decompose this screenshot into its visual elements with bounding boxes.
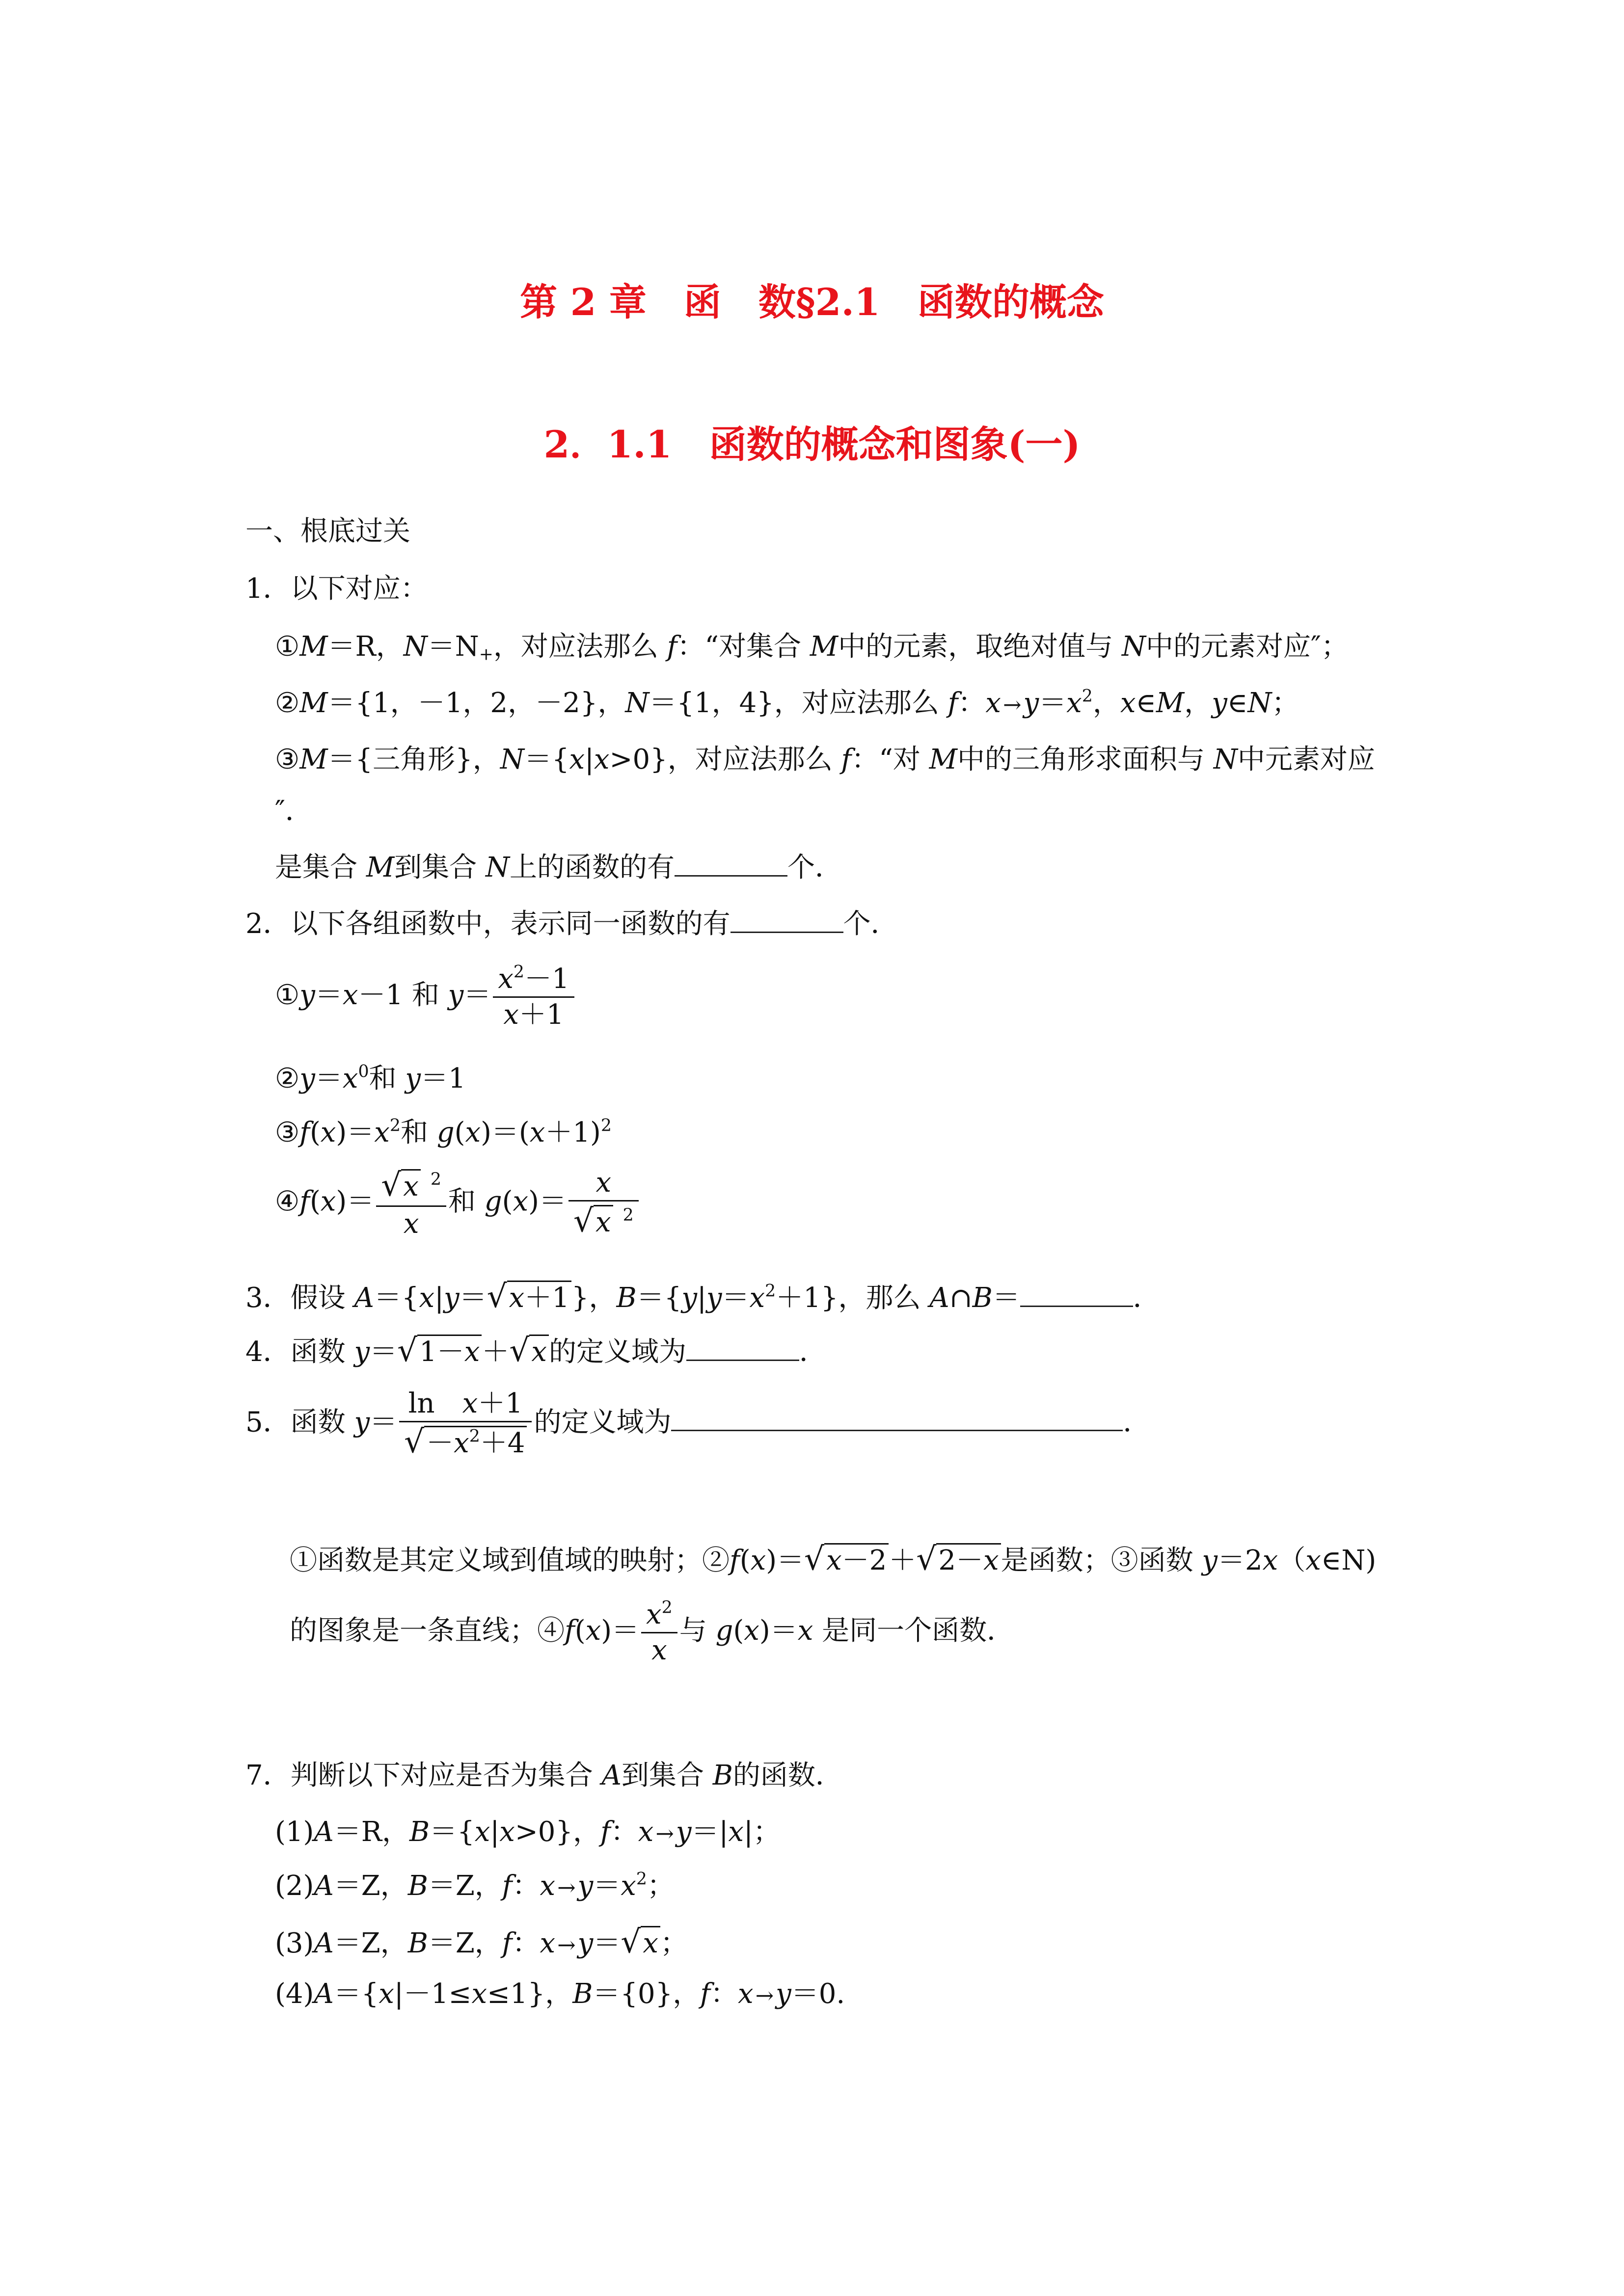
fraction: $\frac{\text{ln x＋1}}{√-x^2+4}$ [399, 1387, 532, 1462]
q5: 5．函数 y＝ $\frac{\text{ln x＋1}}{√-x^2+4}$ 的定义域为 ． [245, 1387, 1150, 1462]
answer-blank[interactable] [731, 927, 843, 933]
maps-to-arrow-icon: → [557, 1932, 576, 1958]
q1-item-3-tail: ″． [275, 795, 313, 827]
square-root: √2－x [916, 1544, 1001, 1575]
answer-blank[interactable] [671, 1425, 1123, 1431]
q1-item-3: ③M＝{三角形}，N＝{x|x>0}，对应法那么 f：“对 M中的三角形求面积与 N中元素对应 [275, 744, 1375, 775]
q3: 3．假设 A＝{x|y＝√x＋1}，$B=\{y|y=x^2+1\}$，那么 A∩B＝ ． [245, 1278, 1161, 1315]
square-root: √x [621, 1926, 660, 1958]
fraction: $\frac{x}{√x ^2}$ [568, 1166, 639, 1241]
q7-stem: 7．判断以下对应是否为集合 A到集合 B的函数． [245, 1760, 843, 1791]
q7-part-2: (2)A＝Z，B＝Z，f：$x\to y=x^2$； [275, 1869, 675, 1902]
section-subtitle: 2．1.1 函数的概念和图象(一) [543, 423, 1081, 466]
maps-to-arrow-icon: → [557, 1874, 576, 1900]
fraction: $\frac{√x ^2}{x}$ [376, 1166, 446, 1241]
section-heading: 一、根底过关 [245, 515, 410, 547]
answer-blank[interactable] [675, 870, 787, 877]
answer-blank[interactable] [1020, 1301, 1133, 1307]
q1-item-2: ②M＝{1，－1，2，－2}，N＝{1，4}，对应法那么 f：$x\to y=x^2$，x∈M，y∈N； [275, 686, 1299, 719]
square-root: √x－2 [804, 1544, 889, 1575]
q6-statements-line-2: 的图象是一条直线；④f(x)＝ $\frac{x^2}{x}$ 与 g(x)＝x 是同一个函数． [290, 1598, 1014, 1668]
q4: 4．函数 y＝√1－x＋√x的定义域为 ． [245, 1332, 827, 1369]
square-root: √x [509, 1335, 549, 1366]
chapter-title: 第 2 章 函 数§2.1 函数的概念 [520, 280, 1104, 324]
square-root: √x＋1 [487, 1281, 571, 1312]
q2-option-3: $③f(x)=x^2$和 $g(x)=(x+1)^2$ [275, 1116, 612, 1148]
q2-stem: 2．以下各组函数中，表示同一函数的有 个． [245, 908, 898, 940]
answer-blank[interactable] [686, 1355, 799, 1361]
q2-option-1: ①y＝x－1 和 y＝ $\frac{x^2-1}{x+1}$ [275, 962, 576, 1032]
fraction: $\frac{x^2}{x}$ [641, 1598, 677, 1668]
square-root: √1－x [397, 1335, 482, 1366]
q6-statements-line-1: ①函数是其定义域到值域的映射；②f(x)＝√x－2＋√2－x是函数；③函数 y＝2x（x∈N) [290, 1541, 1377, 1577]
maps-to-arrow-icon: → [755, 1982, 774, 2008]
q1-item-1: ①M＝R，$N=N_+$，对应法那么 f：“对集合 M中的元素，取绝对值与 N中的元素对应″； [275, 631, 1349, 665]
q7-part-3: (3)A＝Z，B＝Z，f：x→y＝√x； [275, 1923, 688, 1960]
q7-part-1: (1)A＝R，B＝{x|x>0}，f：x→y＝|x|； [275, 1816, 781, 1848]
q1-stem: 1．以下对应： [245, 573, 428, 605]
q2-option-4: ④f(x)＝ $\frac{√x ^2}{x}$ 和 g(x)＝ $\frac{x}{√x ^2}$ [275, 1166, 641, 1241]
maps-to-arrow-icon: → [655, 1820, 674, 1846]
q7-part-4: (4)A＝{x|－1≤x≤1}，B＝{0}，f：x→y＝0. [275, 1978, 845, 2010]
fraction: $\frac{x^2-1}{x+1}$ [493, 962, 574, 1032]
q2-option-2: $②y=x^0$和 y＝1 [275, 1062, 466, 1095]
maps-to-arrow-icon: → [1002, 692, 1022, 718]
q1-conclusion: 是集合 M到集合 N上的函数的有 个． [275, 852, 842, 883]
